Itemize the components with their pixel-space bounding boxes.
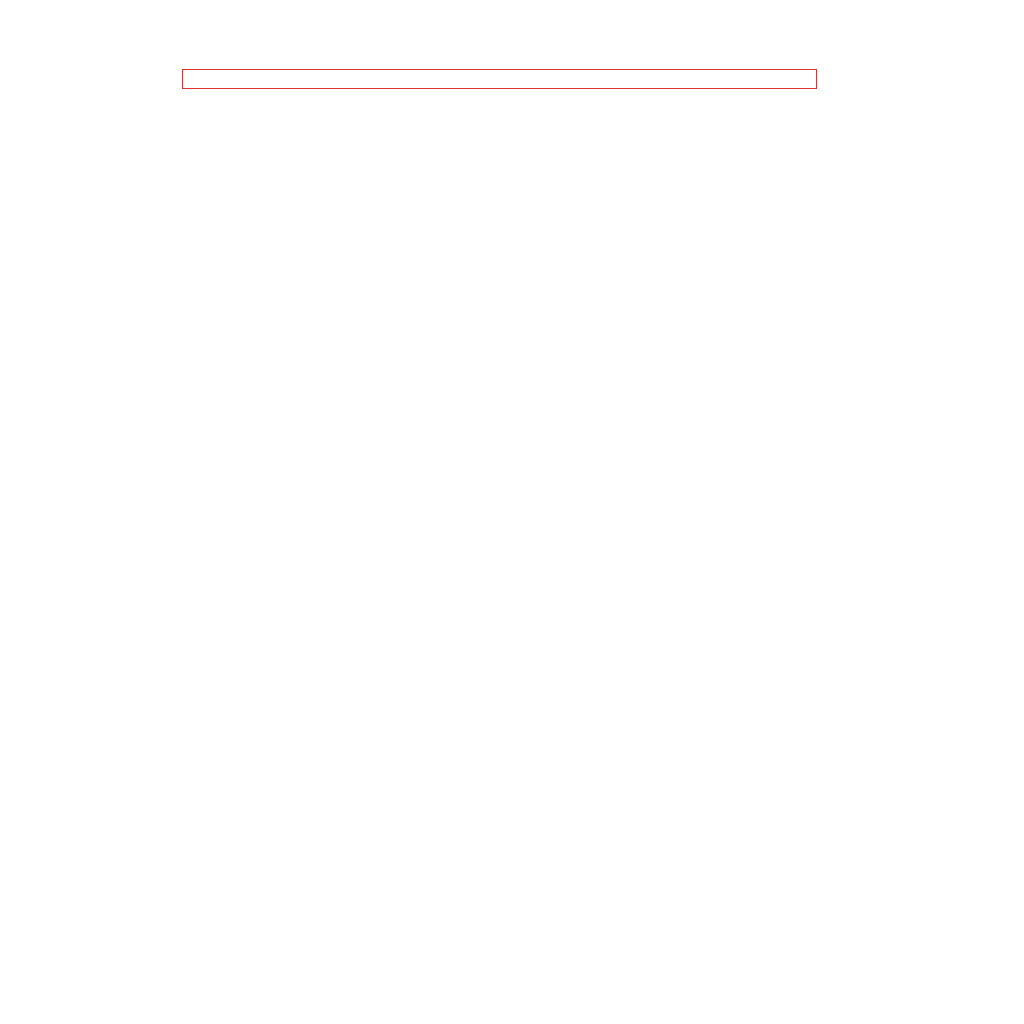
page-title	[182, 69, 817, 89]
